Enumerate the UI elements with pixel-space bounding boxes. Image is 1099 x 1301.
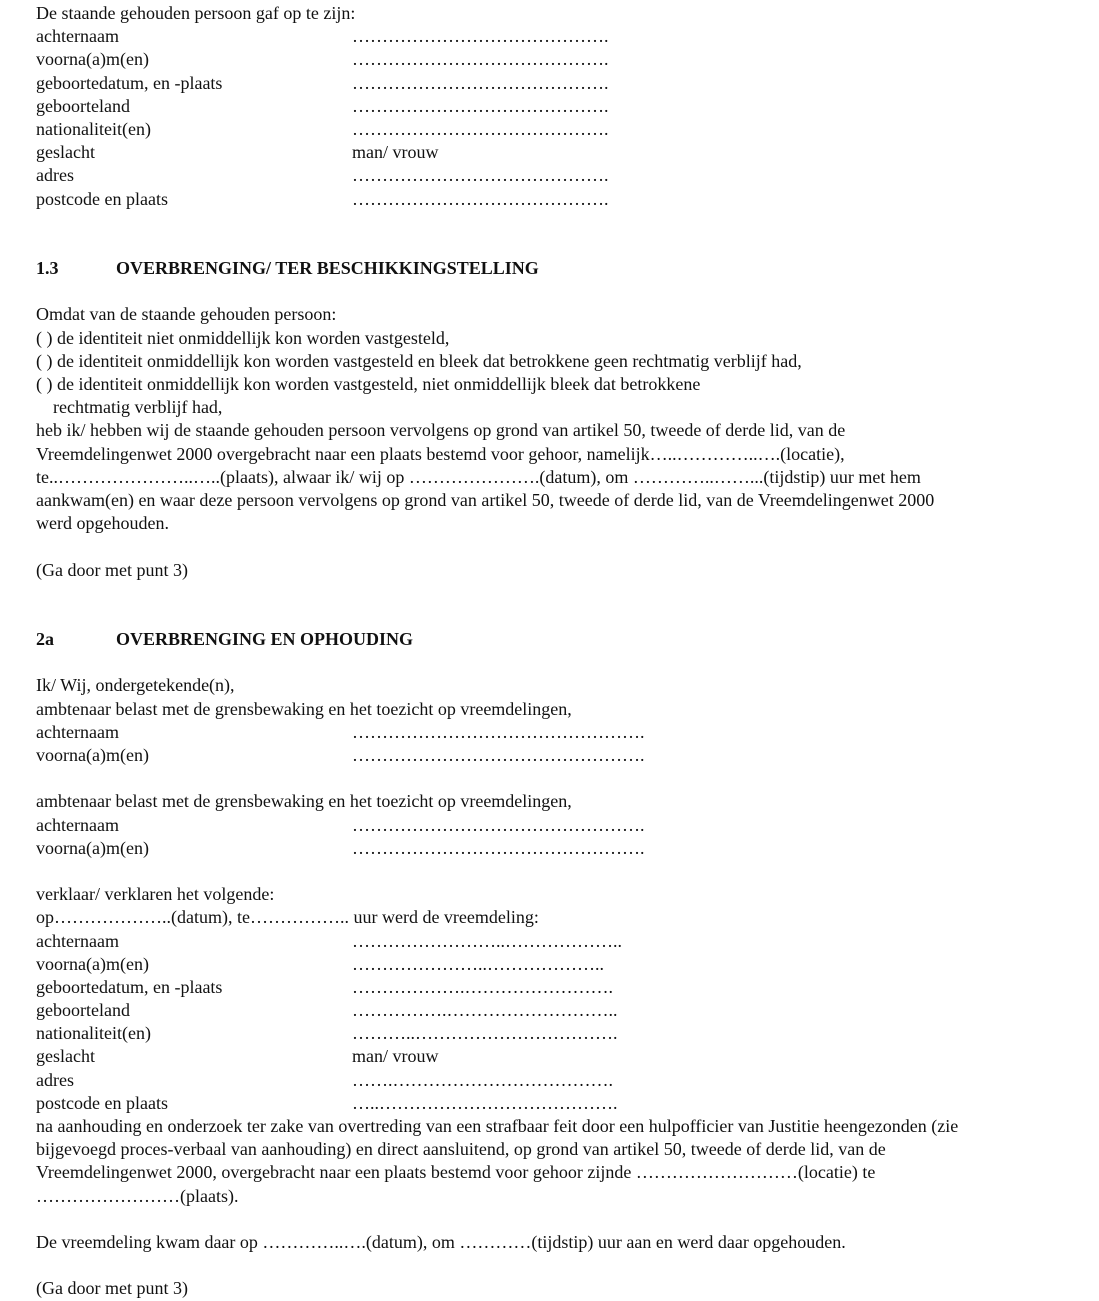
body-line: na aanhouding en onderzoek ter zake van overtreding van een strafbaar feit door een hulpofficier van Justitie heengezonden (zie (36, 1116, 959, 1137)
field-value: ……………………………………. (352, 26, 609, 47)
field-label: achternaam (36, 26, 119, 47)
officer-heading: ambtenaar belast met de grensbewaking en het toezicht op vreemdelingen, (36, 791, 572, 812)
body-line: Vreemdelingenwet 2000 overgebracht naar een plaats bestemd voor gehoor, namelijk…..…………..….(locatie), (36, 443, 845, 464)
field-geslacht (36, 141, 1066, 164)
field-nationaliteit (36, 118, 1066, 141)
field-value: ……………………………………. (352, 165, 609, 186)
field-value: man/ vrouw (352, 1046, 439, 1067)
field-label: geslacht (36, 142, 95, 163)
field-label: nationaliteit(en) (36, 118, 151, 139)
field-geboortedatum (36, 976, 1066, 999)
section-number: 1.3 (36, 258, 59, 279)
field-value: …………………………………………. (352, 837, 645, 858)
field-adres (36, 1069, 1066, 1092)
section-1-3-heading (36, 257, 1066, 280)
field-value: …………………………………………. (352, 745, 645, 766)
field-geboorteland (36, 999, 1066, 1022)
field-value: man/ vrouw (352, 142, 439, 163)
option-continuation: rechtmatig verblijf had, (53, 397, 223, 418)
body-line: werd opgehouden. (36, 513, 169, 534)
field-value: ……………….……………………. (352, 976, 613, 997)
field-label: achternaam (36, 930, 119, 951)
section-title: OVERBRENGING EN OPHOUDING (116, 629, 414, 650)
section-2a-heading (36, 628, 1066, 651)
field-value: ……………………………………. (352, 118, 609, 139)
field-label: nationaliteit(en) (36, 1023, 151, 1044)
field-label: geboorteland (36, 95, 130, 116)
continue-note: (Ga door met punt 3) (36, 1278, 188, 1299)
field-voornamen (36, 837, 1066, 860)
field-value: ………..……………………………. (352, 1023, 618, 1044)
section-title: OVERBRENGING/ TER BESCHIKKINGSTELLING (116, 258, 539, 279)
body-line: bijgevoegd proces-verbaal van aanhouding) en direct aansluitend, op grond van artikel 50, tweede of derde lid, van de (36, 1139, 886, 1160)
field-label: voorna(a)m(en) (36, 745, 149, 766)
field-achternaam (36, 814, 1066, 837)
field-value: …..…………………………………. (352, 1092, 618, 1113)
continue-note: (Ga door met punt 3) (36, 559, 188, 580)
field-label: geboorteland (36, 1000, 130, 1021)
field-label: achternaam (36, 814, 119, 835)
field-label: geslacht (36, 1046, 95, 1067)
date-line: op………………..(datum), te…………….. uur werd de vreemdeling: (36, 907, 539, 928)
field-achternaam (36, 930, 1066, 953)
field-label: voorna(a)m(en) (36, 837, 149, 858)
field-postcode (36, 188, 1066, 211)
body-line: aankwam(en) en waar deze persoon vervolgens op grond van artikel 50, tweede of derde lid, van de Vreemdelingenwet 2000 (36, 489, 935, 510)
field-voornamen (36, 744, 1066, 767)
body-line: ……………………(plaats). (36, 1185, 239, 1206)
field-achternaam (36, 721, 1066, 744)
field-value: …………………..……………….. (352, 953, 604, 974)
field-value: ……………………………………. (352, 95, 609, 116)
declare-line: verklaar/ verklaren het volgende: (36, 884, 275, 905)
field-value: …………………………………………. (352, 814, 645, 835)
field-geboortedatum (36, 72, 1066, 95)
field-value: …………………………………………. (352, 721, 645, 742)
field-value: ……………………………………. (352, 188, 609, 209)
field-nationaliteit (36, 1022, 1066, 1045)
field-value: ……………………………………. (352, 72, 609, 93)
body-line: te..…………………..…..(plaats), alwaar ik/ wij op ………………….(datum), om …………..……...(tijdstip) uur met hem (36, 466, 921, 487)
block1-intro: De staande gehouden persoon gaf op te zijn: (36, 3, 356, 23)
field-geboorteland (36, 95, 1066, 118)
field-value: …………….……………………….. (352, 1000, 618, 1021)
field-voornamen (36, 48, 1066, 71)
field-label: geboortedatum, en -plaats (36, 72, 223, 93)
section-1-3-intro: Omdat van de staande gehouden persoon: (36, 304, 337, 325)
field-label: adres (36, 165, 74, 186)
field-adres (36, 164, 1066, 187)
field-achternaam (36, 25, 1066, 48)
field-label: achternaam (36, 721, 119, 742)
section-2a-intro: Ik/ Wij, ondergetekende(n), (36, 675, 235, 696)
option-line: ( ) de identiteit niet onmiddellijk kon worden vastgesteld, (36, 327, 450, 348)
option-line: ( ) de identiteit onmiddellijk kon worden vastgesteld, niet onmiddellijk bleek dat betrokkene (36, 374, 701, 395)
field-label: voorna(a)m(en) (36, 49, 149, 70)
field-label: geboortedatum, en -plaats (36, 976, 223, 997)
body-line: Vreemdelingenwet 2000, overgebracht naar een plaats bestemd voor gehoor zijnde ………………………(locatie) te (36, 1162, 876, 1183)
field-label: postcode en plaats (36, 1092, 168, 1113)
field-value: ……………………..……………….. (352, 930, 622, 951)
field-label: postcode en plaats (36, 188, 168, 209)
field-value: ……………………………………. (352, 49, 609, 70)
field-label: voorna(a)m(en) (36, 953, 149, 974)
field-label: adres (36, 1069, 74, 1090)
document-page (36, 2, 1066, 1301)
section-number: 2a (36, 629, 54, 650)
block1-fields (36, 25, 1066, 211)
field-voornamen (36, 953, 1066, 976)
field-geslacht (36, 1045, 1066, 1068)
arrival-line: De vreemdeling kwam daar op …………..….(datum), om …………(tijdstip) uur aan en werd daar opgehouden. (36, 1231, 846, 1252)
option-line: ( ) de identiteit onmiddellijk kon worden vastgesteld en bleek dat betrokkene geen rechtmatig verblijf had, (36, 350, 802, 371)
field-postcode (36, 1092, 1066, 1115)
officer-heading: ambtenaar belast met de grensbewaking en het toezicht op vreemdelingen, (36, 698, 572, 719)
body-line: heb ik/ hebben wij de staande gehouden persoon vervolgens op grond van artikel 50, tweede of derde lid, van de (36, 420, 846, 441)
field-value: …….………………………………. (352, 1069, 613, 1090)
